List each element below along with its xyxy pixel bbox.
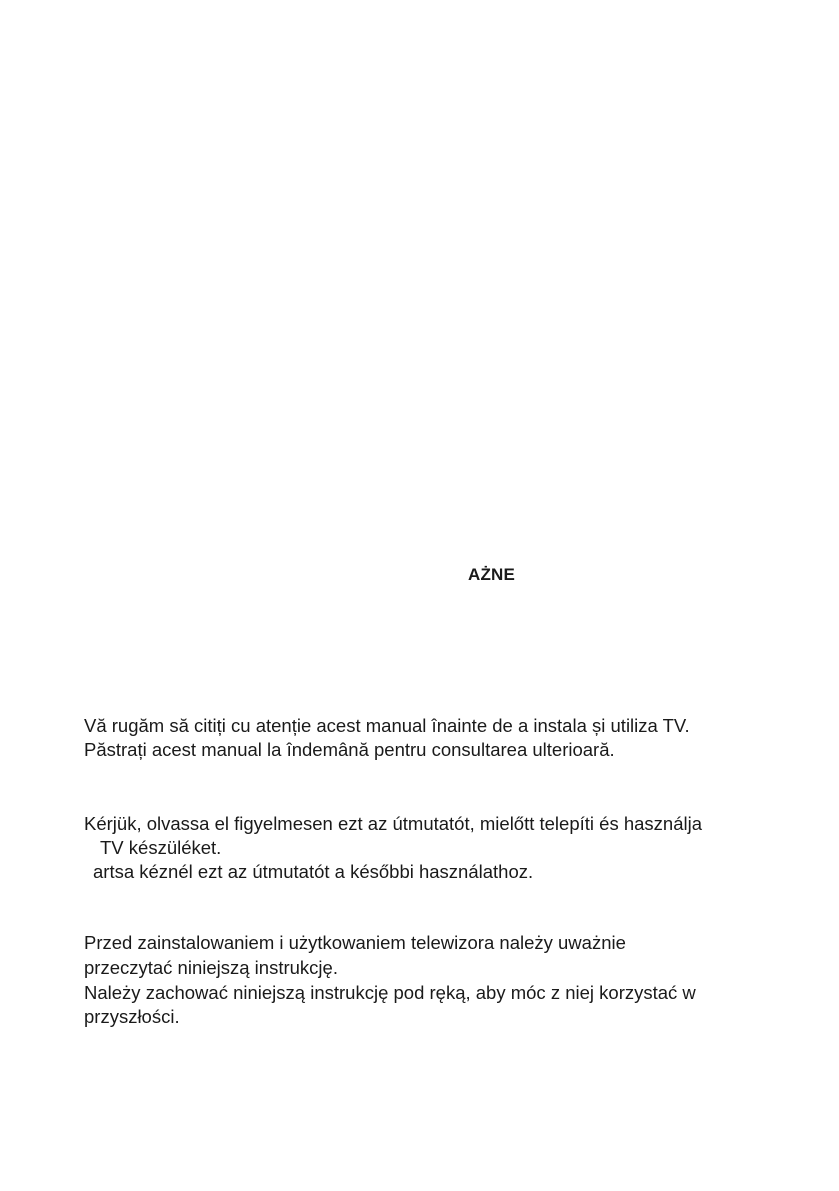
polish-line-2: przeczytać niniejszą instrukcję. — [84, 957, 338, 978]
romanian-line-2: Păstrați acest manual la îndemână pentru consultarea ulterioară. — [84, 739, 615, 760]
hungarian-line-1: Kérjük, olvassa el figyelmesen ezt az útmutatót, mielőtt telepíti és használja — [84, 813, 702, 834]
polish-line-1: Przed zainstalowaniem i użytkowaniem telewizora należy uważnie — [84, 932, 626, 953]
polish-line-3: Należy zachować niniejszą instrukcję pod ręką, aby móc z niej korzystać w — [84, 982, 696, 1003]
polish-line-4: przyszłości. — [84, 1006, 180, 1027]
romanian-line-1: Vă rugăm să citiți cu atenție acest manual înainte de a instala și utiliza TV. — [84, 715, 690, 736]
section-heading: AŻNE — [468, 565, 516, 584]
hungarian-line-2: TV készüléket. — [100, 837, 222, 858]
hungarian-line-3: artsa kéznél ezt az útmutatót a későbbi használathoz. — [93, 861, 534, 882]
